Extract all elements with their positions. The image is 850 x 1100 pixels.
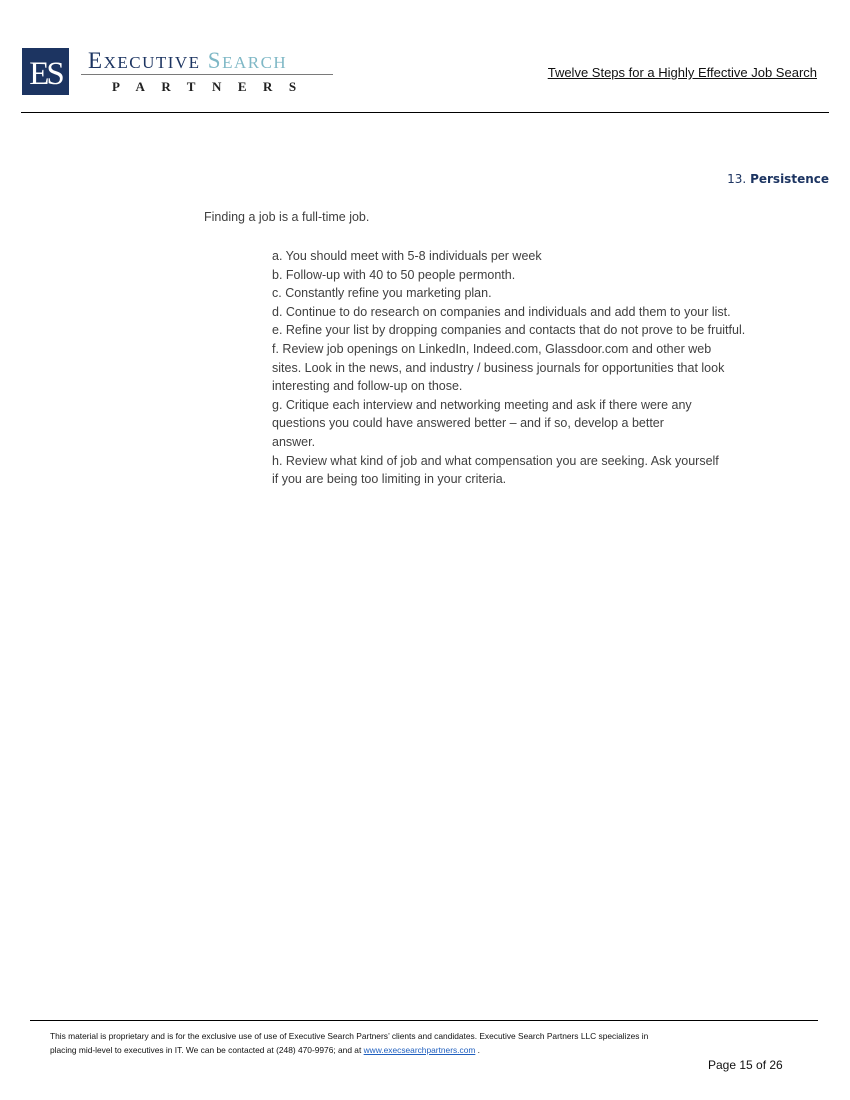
- logo-monogram: ES: [22, 48, 69, 95]
- list-item-line: if you are being too limiting in your criteria.: [272, 472, 507, 487]
- list-item-line: d. Continue to do research on companies and individuals and add them to your list.: [272, 304, 731, 319]
- logo-executive-initial: E: [88, 48, 104, 73]
- list-item-c: [272, 284, 812, 303]
- section-heading: [727, 172, 829, 186]
- list-item-line: answer.: [272, 434, 316, 449]
- list-item-line: h. Review what kind of job and what compensation you are seeking. Ask yourself: [272, 453, 719, 468]
- list-item-line: f. Review job openings on LinkedIn, Indeed.com, Glassdoor.com and other web: [272, 341, 712, 356]
- list-item-line: b. Follow-up with 40 to 50 people permonth.: [272, 267, 516, 282]
- header-divider: [21, 112, 829, 113]
- website-link[interactable]: www.execsearchpartners.com: [363, 1045, 476, 1055]
- list-item-line: sites. Look in the news, and industry / business journals for opportunities that look: [272, 360, 725, 375]
- list-item-e: [272, 321, 812, 340]
- logo-title-executive: [88, 48, 208, 73]
- page-number: Page 15 of 26: [708, 1058, 783, 1072]
- list-item-d: [272, 303, 812, 322]
- logo-subtitle: PARTNERS: [112, 79, 313, 94]
- section-intro: Finding a job is a full-time job.: [204, 210, 370, 224]
- list-item-line: a. You should meet with 5-8 individuals per week: [272, 249, 542, 263]
- footer-line-2-prefix: placing mid-level to executives in IT. We can be contacted at (248) 470-9976; and at: [50, 1045, 364, 1055]
- list-item-line: g. Critique each interview and networking meeting and ask if there were any: [272, 397, 692, 412]
- section-title: Persistence: [750, 172, 829, 186]
- logo-title-search: [208, 48, 287, 73]
- list-item-b: [272, 266, 812, 285]
- footer-divider: [30, 1020, 818, 1021]
- logo-executive-rest: XECUTIVE: [103, 53, 201, 72]
- section-number: 13.: [727, 172, 747, 186]
- list-item-line: interesting and follow-up on those.: [272, 379, 463, 394]
- footer-line-2: [50, 1043, 790, 1057]
- logo-search-initial: S: [207, 48, 223, 73]
- list-item-f: [272, 340, 812, 396]
- footer-disclaimer: [50, 1029, 790, 1057]
- logo-title: [88, 49, 287, 75]
- list-item-g: [272, 396, 812, 452]
- list-item-a: [272, 247, 812, 266]
- footer-line-1: This material is proprietary and is for the exclusive use of use of Executive Search Partners’ clients and candidates. Executive Search Partners LLC specializes in: [50, 1031, 649, 1041]
- list-item-line: c. Constantly refine you marketing plan.: [272, 286, 492, 301]
- logo-search-rest: EARCH: [222, 53, 288, 72]
- list-item-line: questions you could have answered better – and if so, develop a better: [272, 416, 664, 431]
- list-item-line: e. Refine your list by dropping companies and contacts that do not prove to be fruitful.: [272, 323, 746, 338]
- list-item-h: [272, 452, 812, 489]
- persistence-list: [272, 247, 812, 489]
- document-title: Twelve Steps for a Highly Effective Job Search: [547, 65, 817, 80]
- footer-line-2-suffix: .: [475, 1045, 480, 1055]
- logo-divider: [81, 74, 333, 75]
